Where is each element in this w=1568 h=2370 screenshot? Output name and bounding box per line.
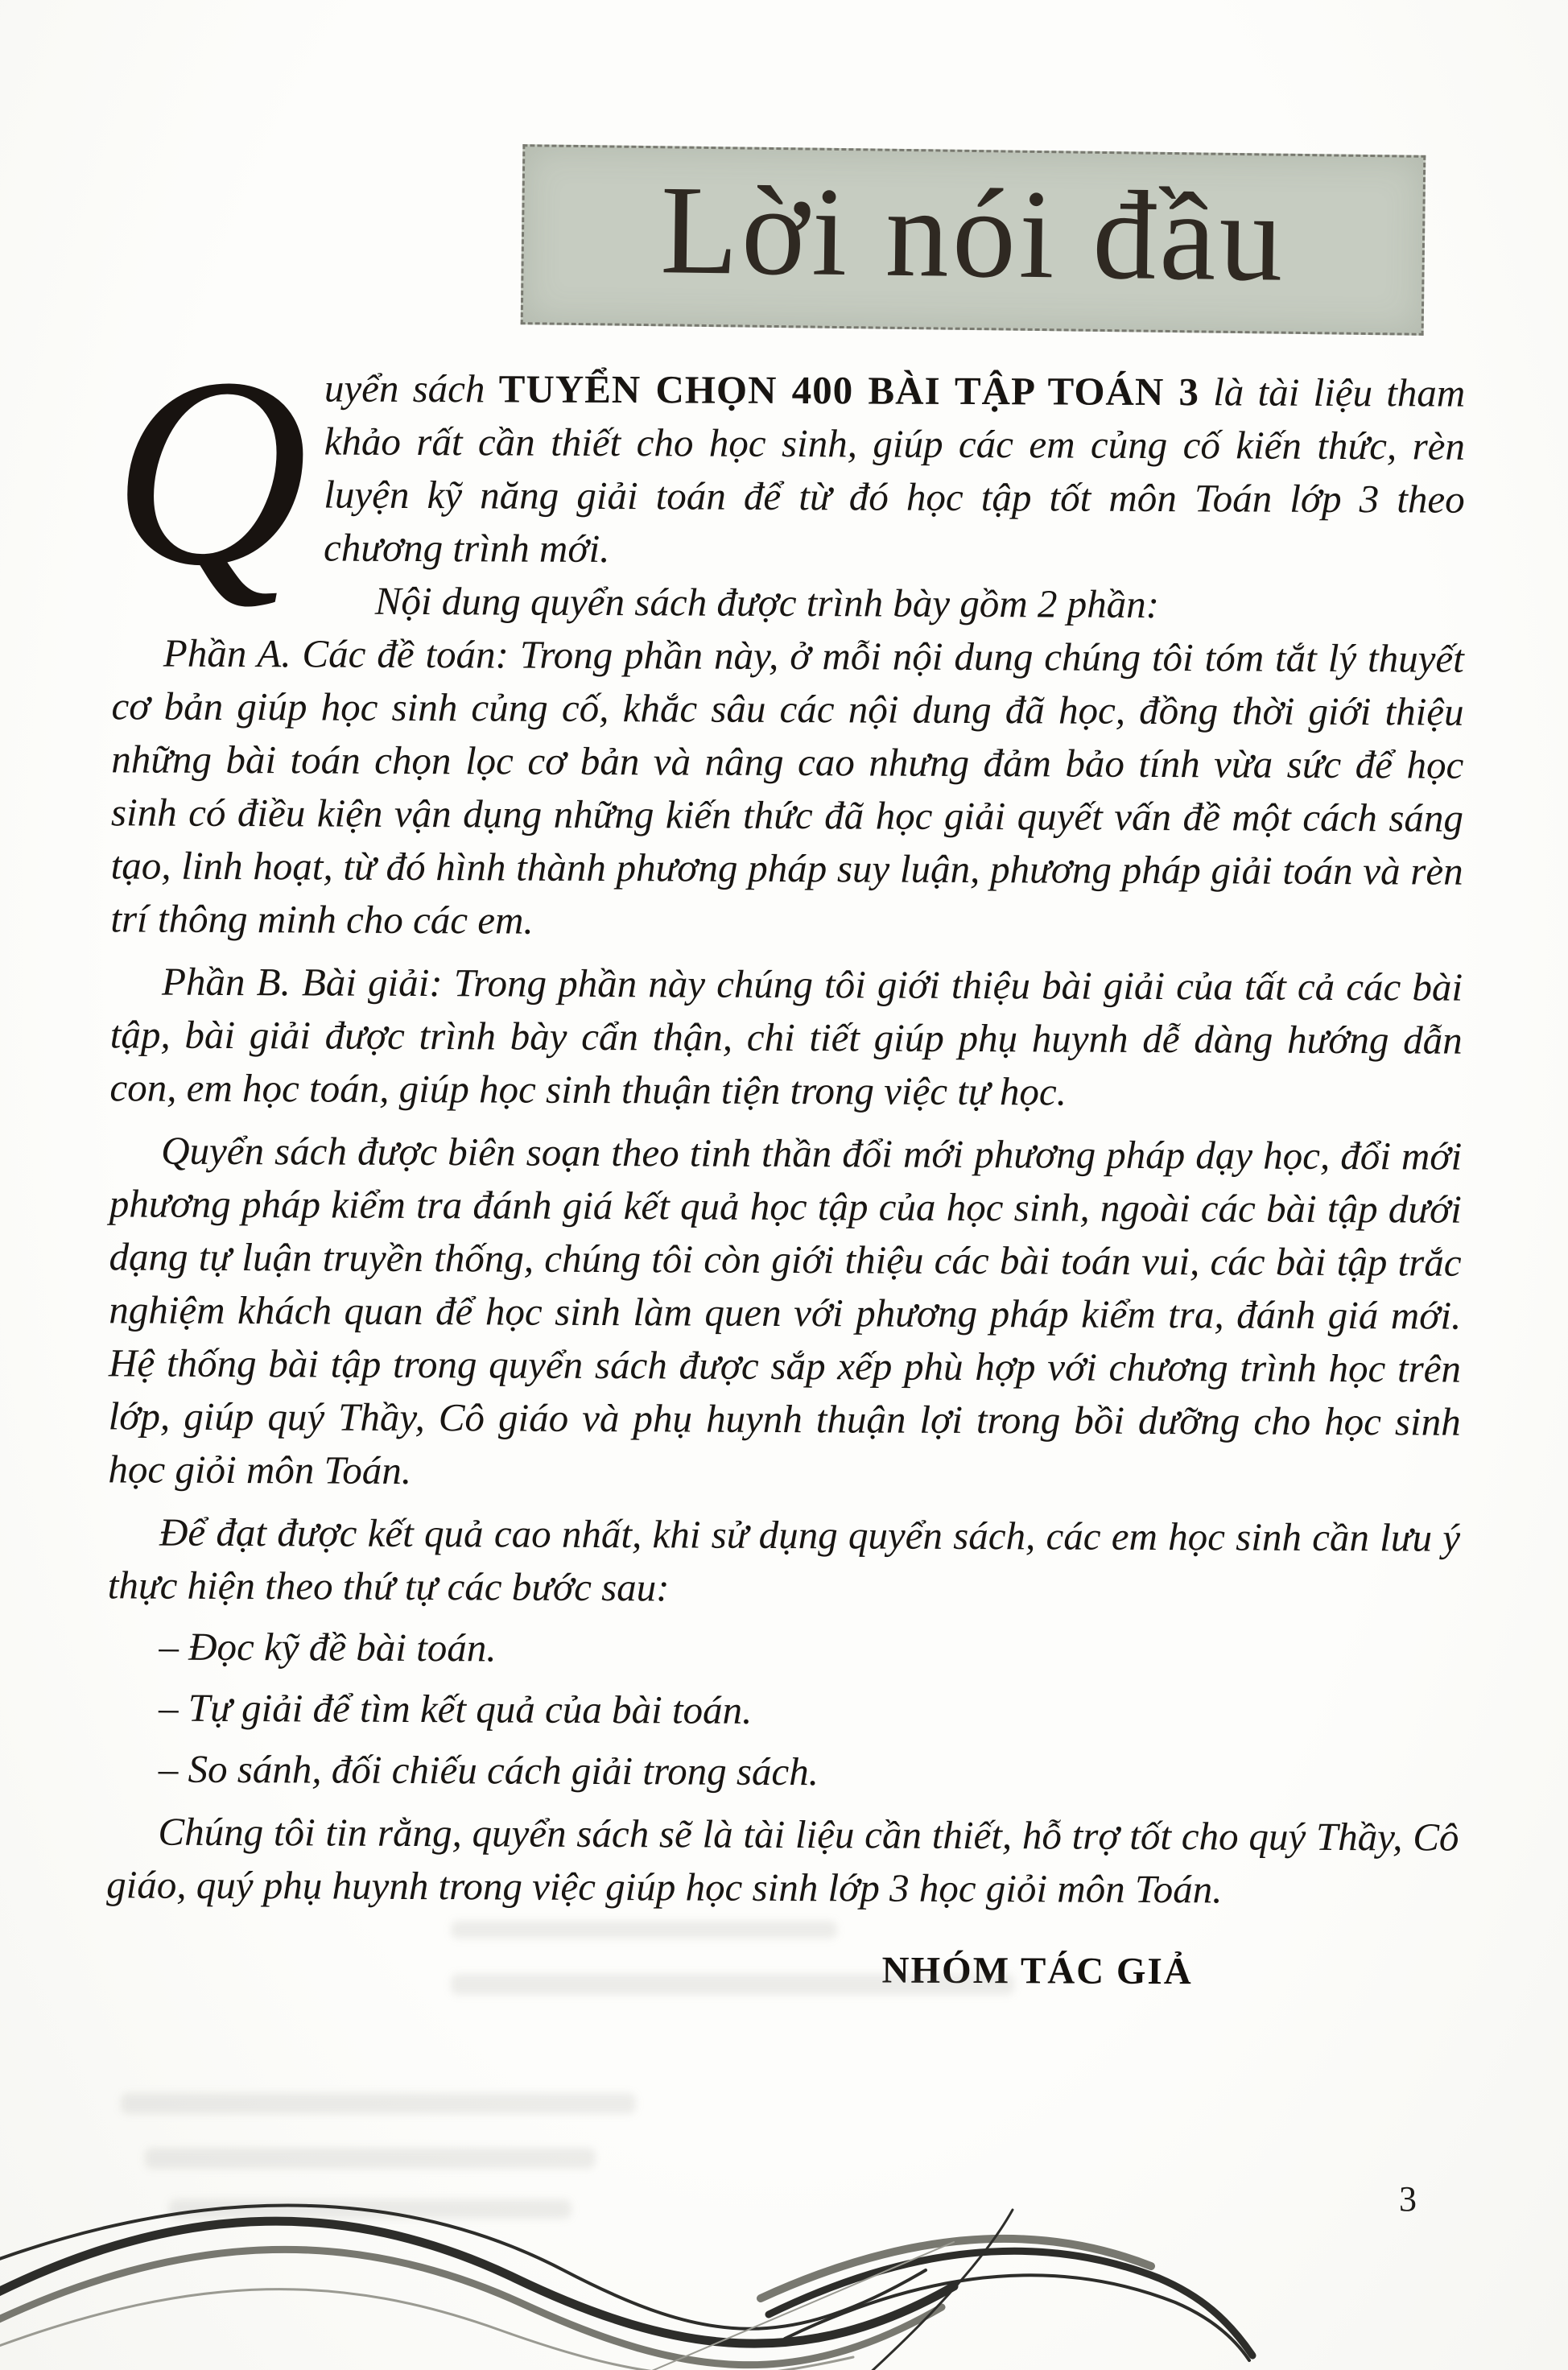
paragraph-methodology: Quyển sách được biên soạn theo tinh thần đổi mới phương pháp dạy học, đổi mới phương pháp kiểm tra đánh giá kết quả học tập của học sinh, ngoài các bài tập dưới dạng tự luận truyền thống, chúng tôi còn giới thiệu các bài toán vui, các bài tập trắc nghiệm khách quan để học sinh làm quen với phương pháp kiểm tra, đánh giá mới. Hệ thống bài tập trong quyển sách được sắp xếp phù hợp với chương trình học trên lớp, giúp quý Thầy, Cô giáo và phụ huynh thuận lợi trong bồi dưỡng cho học sinh học giỏi môn Toán. [108, 1128, 1463, 1493]
bottom-flourish [0, 2166, 1568, 2370]
intro-rest-text: là tài liệu tham khảo rất cần thiết cho học sinh, giúp các em củng cố kiến thức, rèn luyện kỹ năng giải toán để từ đó học tập tốt môn Toán lớp 3 theo chương trình mới. [323, 370, 1466, 572]
step-item: – Đọc kỹ đề bài toán. [159, 1624, 497, 1670]
flourish-stroke [0, 2289, 853, 2370]
paragraph-part-a: Phần A. Các đề toán: Trong phần này, ở mỗi nội dung chúng tôi tóm tắt lý thuyết cơ bản giúp học sinh củng cố, khắc sâu các nội dung đã học, đồng thời giới thiệu những bài toán chọn lọc cơ bản và nâng cao nhưng đảm bảo tính vừa sức để học sinh có điều kiện vận dụng những kiến thức đã học giải quyết vấn đề một cách sáng tạo, linh hoạt, từ đó hình thành phương pháp suy luận, phương pháp giải toán và rèn trí thông minh cho các em. [110, 630, 1464, 943]
bleed-through-smudge [451, 1974, 1014, 1995]
paragraph-usage-advice: Để đạt được kết quả cao nhất, khi sử dụng quyển sách, các em học sinh cần lưu ý thực hiện theo thứ tự các bước sau: [107, 1509, 1461, 1610]
page-title: Lời nói đầu [659, 159, 1287, 308]
page-number: 3 [1399, 2179, 1417, 2219]
paragraph-closing: Chúng tôi tin rằng, quyển sách sẽ là tài liệu cần thiết, hỗ trợ tốt cho quý Thầy, Cô giáo, quý phụ huynh trong việc giúp học sinh lớp 3 học giỏi môn Toán. [106, 1809, 1459, 1912]
signature: NHÓM TÁC GIẢ [881, 1949, 1193, 1993]
bleed-through-smudge [121, 2093, 636, 2114]
bleed-through-smudge [451, 1921, 837, 1939]
title-banner [521, 144, 1426, 336]
paragraph-part-b: Phần B. Bài giải: Trong phần này chúng tôi giới thiệu bài giải của tất cả các bài tập, bài giải được trình bày cẩn thận, chi tiết giúp phụ huynh dễ dàng hướng dẫn con, em học toán, giúp học sinh thuận tiện trong việc tự học. [109, 959, 1463, 1114]
paragraph-contents: Nội dung quyển sách được trình bày gồm 2 phần: [374, 578, 1160, 627]
step-item: – Tự giải để tìm kết quả của bài toán. [159, 1685, 753, 1732]
drop-cap-letter: Q [112, 321, 309, 622]
book-title-text: TUYỂN CHỌN 400 BÀI TẬP TOÁN 3 [498, 366, 1200, 415]
intro-lead-text: uyển sách [324, 365, 499, 411]
preface-body [106, 321, 1466, 1999]
step-item: – So sánh, đối chiếu cách giải trong sách. [158, 1746, 819, 1794]
